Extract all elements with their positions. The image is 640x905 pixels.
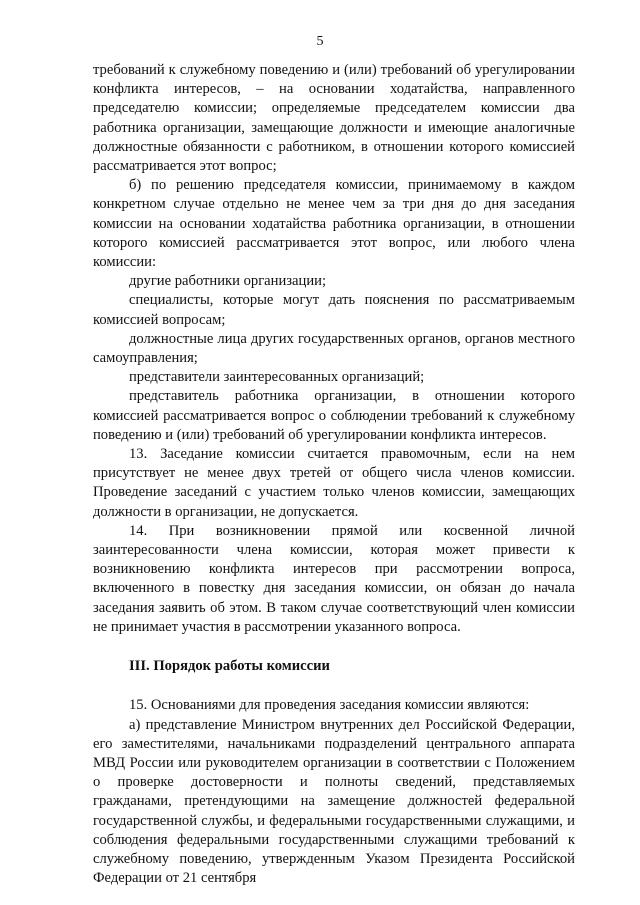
paragraph-officials: должностные лица других государственных органов, органов местного самоуправления; xyxy=(93,330,575,367)
paragraph-item-b: б) по решению председателя комиссии, принимаемому в каждом конкретном случае отдельно не менее чем за три дня до дня заседания комиссии на основании ходатайства работника организации, в отношении которого комиссией рассматривается этот вопрос, или любого члена комиссии: xyxy=(93,177,575,271)
paragraph-other-employees: другие работники организации; xyxy=(129,273,327,290)
paragraph-continuation: требований к служебному поведению и (или) требований об урегулировании конфликта интересов, – на основании ходатайства, направленного председателю комиссии; определяемые председателем комиссии два работника организации, замещающие должности и имеющие аналогичные должностные обязанности с работником, в отношении которого комиссией рассматривается этот вопрос; xyxy=(93,62,575,175)
document-body xyxy=(93,61,575,888)
paragraph-representatives: представители заинтересованных организаций; xyxy=(129,369,425,386)
page-number: 5 xyxy=(316,34,324,49)
paragraph-14-conflict: 14. При возникновении прямой или косвенной личной заинтересованности члена комиссии, которая может привести к возникновению конфликта интересов при рассмотрении вопроса, включенного в повестку дня заседания комиссии, он обязан до начала заседания заявить об этом. В таком случае соответствующий член комиссии не принимает участия в рассмотрении указанного вопроса. xyxy=(93,522,575,635)
section-heading: III. Порядок работы комиссии xyxy=(129,658,330,675)
paragraph-15-grounds: 15. Основаниями для проведения заседания комиссии являются: xyxy=(129,697,530,714)
paragraph-specialists: специалисты, которые могут дать пояснения по рассматриваемым комиссией вопросам; xyxy=(93,292,575,328)
paragraph-employee-representative: представитель работника организации, в отношении которого комиссией рассматривается вопрос о соблюдении требований к служебному поведению и (или) требований об урегулировании конфликта интересов. xyxy=(93,388,575,443)
paragraph-item-a: а) представление Министром внутренних дел Российской Федерации, его заместителями, начальниками подразделений центрального аппарата МВД России или руководителем организации в соответствии с Положением о проверке достоверности и полноты сведений, представляемых гражданами, претендующими на замещение должностей федеральной государственной службы, и федеральными государственными служащими, и соблюдения федеральными государственными служащими требований к служебному поведению, утвержденным Указом Президента Российской Федерации от 21 сентября xyxy=(93,716,575,887)
paragraph-13-quorum: 13. Заседание комиссии считается правомочным, если на нем присутствует не менее двух третей от общего числа членов комиссии. Проведение заседаний с участием только членов комиссии, замещающих должности в организации, не допускается. xyxy=(93,446,575,520)
